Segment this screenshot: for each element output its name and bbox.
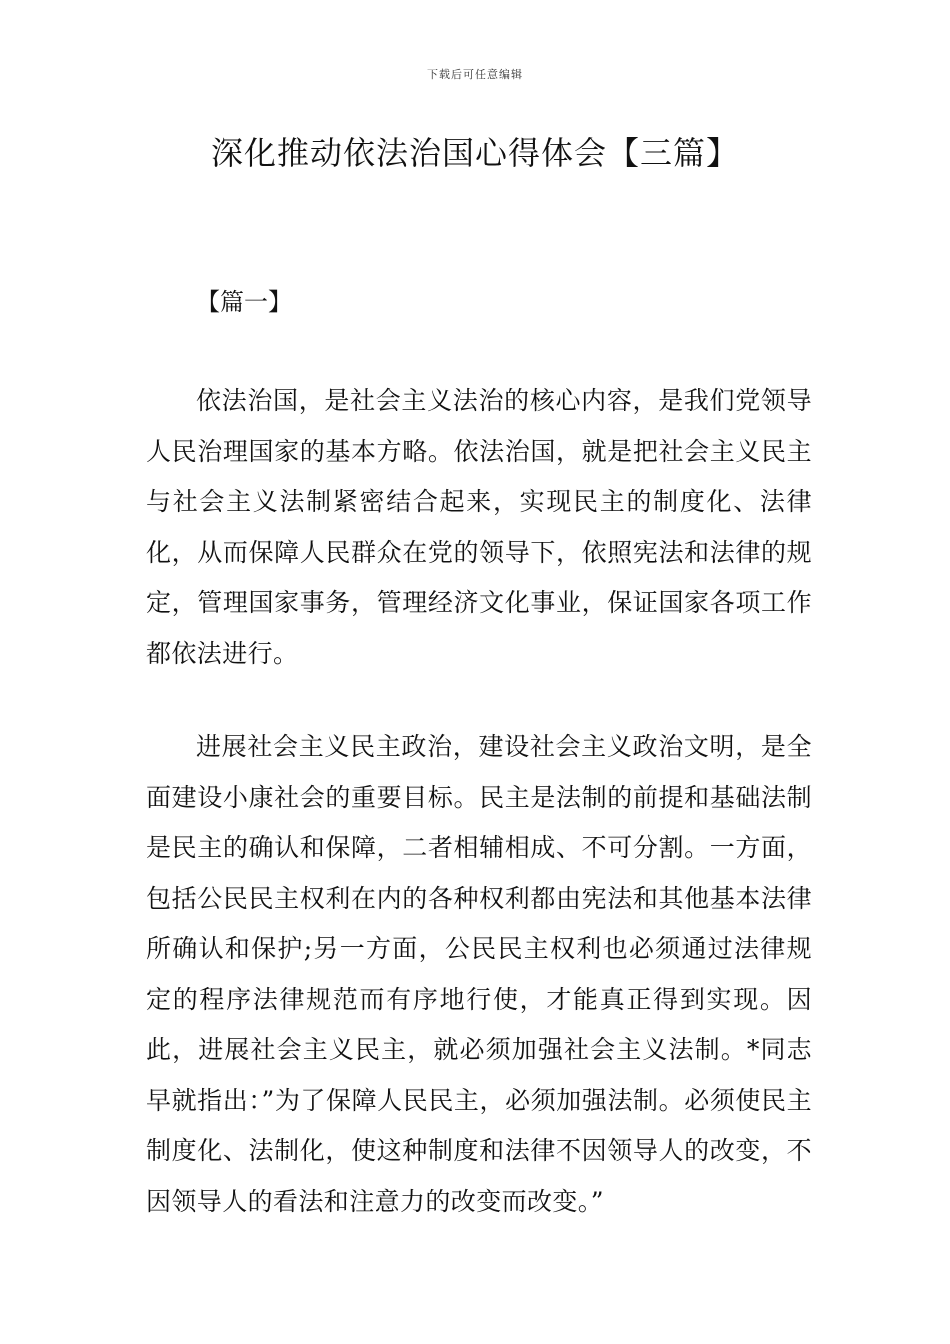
section-heading: 【篇一】: [196, 288, 292, 316]
document-title: 深化推动依法治国心得体会【三篇】: [210, 134, 739, 172]
paragraph-2: 进展社会主义民主政治，建设社会主义政治文明，是全面建设小康社会的重要目标。民主是法制的前提和基础法制是民主的确认和保障，二者相辅相成、不可分割。一方面，包括公民民主权利在内的各种权利都由宪法和其他基本法律所确认和保护;另一方面，公民民主权利也必须通过法律规定的程序法律规范而有序地行使，才能真正得到实现。因此，进展社会主义民主，就必须加强社会主义法制。*同志早就指出：”为了保障人民民主，必须加强法制。必须使民主制度化、法制化，使这种制度和法律不因领导人的改变，不因领导人的看法和注意力的改变而改变。”: [146, 732, 812, 1216]
header-note: 下载后可任意编辑: [427, 68, 523, 81]
paragraph-1: 依法治国，是社会主义法治的核心内容，是我们党领导人民治理国家的基本方略。依法治国，就是把社会主义民主与社会主义法制紧密结合起来，实现民主的制度化、法律化，从而保障人民群众在党的领导下，依照宪法和法律的规定，管理国家事务，管理经济文化事业，保证国家各项工作都依法进行。: [146, 386, 812, 668]
